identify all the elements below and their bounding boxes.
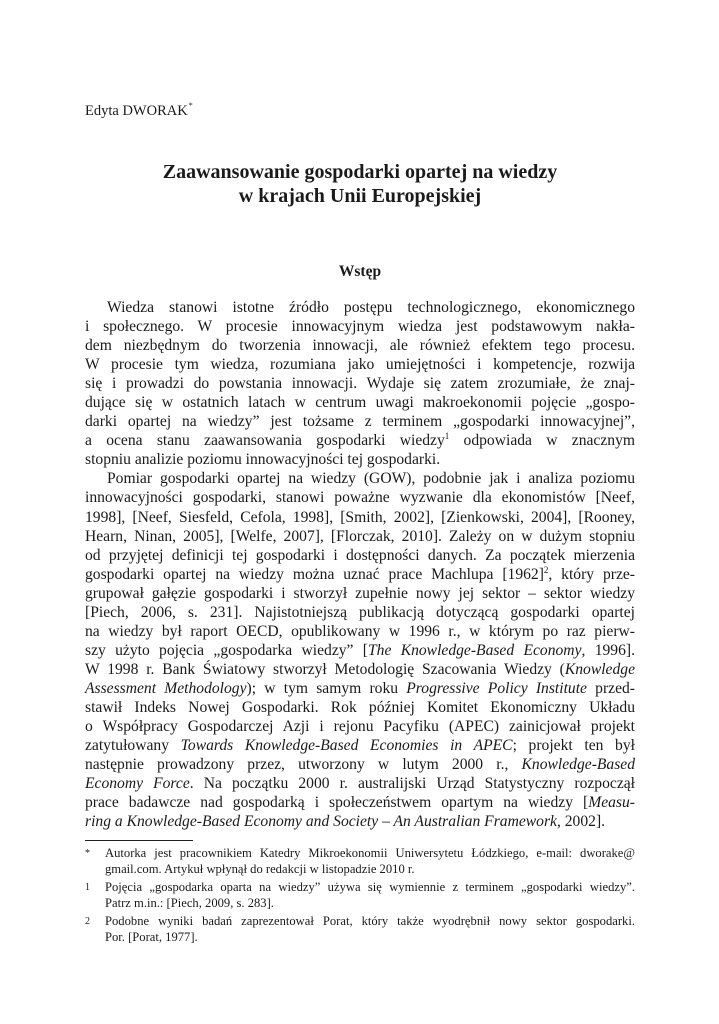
article-title-line-2: w krajach Unii Europejskiej (238, 185, 482, 207)
body-line: innowacyjności gospodarki, stanowi poważne wyzwanie dla ekonomistów [Neef, (85, 489, 635, 507)
body-line: Economy Force. Na początku 2000 r. australijski Urząd Statystyczny rozpoczął (85, 775, 635, 793)
body-line: prace badawcze nad gospodarką i społeczeństwem opartym na wiedzy [Measu- (85, 794, 635, 812)
author-line (85, 101, 193, 120)
footnote-line: Pojęcia „gospodarka oparta na wiedzy” używa się wymiennie z terminem „gospodarki wiedzy”. (105, 880, 635, 894)
body-line: dem niezbędnym do tworzenia innowacji, ale również efektem tego procesu. (85, 337, 635, 355)
body-line: gospodarki opartej na wiedzy można uznać prace Machlupa $[1962]^2$, który prze- (85, 564, 635, 583)
section-heading: Wstęp (338, 263, 382, 280)
body-line: grupował gałęzie gospodarki i stworzył zupełnie nowy jej sektor – sektor wiedzy (85, 584, 635, 602)
footnote-line: Por. [Porat, 1977]. (105, 929, 198, 944)
article-title-line-1: Zaawansowanie gospodarki opartej na wiedzy (162, 161, 558, 183)
body-line: W 1998 r. Bank Światowy stworzył Metodologię Szacowania Wiedzy (Knowledge (85, 660, 635, 678)
body-line: i społecznego. W procesie innowacyjnym wiedza jest podstawowym nakła- (85, 318, 635, 336)
body-line: 1998], [Neef, Siesfeld, Cefola, 1998], [Smith, 2002], [Zienkowski, 2004], [Rooney, (85, 508, 635, 526)
footnote-marker: 1 (85, 882, 90, 893)
footnote-ref-1[interactable]: 1 (444, 431, 450, 442)
body-line: ring a Knowledge-Based Economy and Society – An Australian Framework, 2002]. (85, 813, 606, 831)
body-line: Hearn, Ninan, 2005], [Welfe, 2007], [Florczak, 2010]. Zależy on w dużym stopniu (85, 527, 635, 545)
footnote-author (85, 846, 635, 877)
body-line: Wiedza stanowi istotne źródło postępu technologicznego, ekonomicznego (107, 299, 635, 316)
body-text (85, 298, 635, 831)
footnote-line: Patrz m.in.: [Piech, 2009, s. 283]. (105, 895, 274, 910)
footnote-line: Podobne wyniki badań zaprezentował Porat, który także wyodrębnił nowy sektor gospodarki. (105, 914, 635, 928)
body-line: Pomiar gospodarki opartej na wiedzy (GOW), podobnie jak i analiza poziomu (107, 470, 635, 488)
body-line: od przyjętej definicji tej gospodarki i dostępności danych. Za początek mierzenia (85, 546, 635, 564)
body-line: W procesie tym wiedza, rozumiana jako umiejętności i kompetencje, rozwija (85, 356, 635, 374)
footnote-marker: 2 (85, 916, 90, 927)
body-line: Assessment Methodology); w tym samym roku Progressive Policy Institute przed- (85, 679, 635, 697)
author-footnote-marker: * (188, 101, 193, 110)
footnote-ref-2[interactable]: 2 (543, 564, 549, 575)
body-line: a ocena stanu zaawansowania gospodarki wiedzy$^1$ odpowiada w znacznym (85, 431, 635, 450)
body-line: o Współpracy Gospodarczej Azji i rejonu Pacyfiku (APEC) zainicjował projekt (85, 718, 635, 736)
footnote-2 (85, 914, 635, 945)
body-line: stawił Indeks Nowej Gospodarki. Rok później Komitet Ekonomiczny Układu (85, 698, 635, 716)
body-line: stopniu analizie poziomu innowacyjności tej gospodarki. (85, 451, 441, 469)
footnote-marker: * (85, 848, 90, 859)
body-line: [Piech, 2006, s. 231]. Najistotniejszą publikacją dotyczącą gospodarki opartej (85, 603, 635, 621)
body-line: następnie prowadzony przez, utworzony w lutym 2000 r., Knowledge-Based (85, 756, 635, 774)
footnotes (85, 846, 635, 948)
body-line: darki opartej na wiedzy” jest tożsame z terminem „gospodarki innowacyjnej”, (85, 413, 635, 431)
footnote-separator (85, 840, 193, 841)
body-line: na wiedzy był raport OECD, opublikowany w 1996 r., w którym po raz pierw- (85, 622, 635, 640)
body-line: zatytułowany Towards Knowledge-Based Economies in APEC; projekt ten był (85, 737, 635, 755)
footnote-line: gmail.com. Artykuł wpłynął do redakcji w listopadzie 2010 r. (105, 861, 415, 876)
body-line: szy użyto pojęcia „gospodarka wiedzy” [The Knowledge-Based Economy, 1996]. (85, 641, 635, 659)
body-line: dujące się w ostatnich latach w centrum uwagi makroekonomii pojęcie „gospo- (85, 394, 635, 412)
footnote-line: Autorka jest pracownikiem Katedry Mikroekonomii Uniwersytetu Łódzkiego, e-mail: dworake@ (105, 846, 635, 860)
author-name: Edyta DWORAK (85, 103, 188, 119)
footnote-1 (85, 880, 635, 911)
body-line: się i prowadzi do powstania innowacji. Wydaje się zatem zrozumiałe, że znaj- (85, 375, 635, 393)
